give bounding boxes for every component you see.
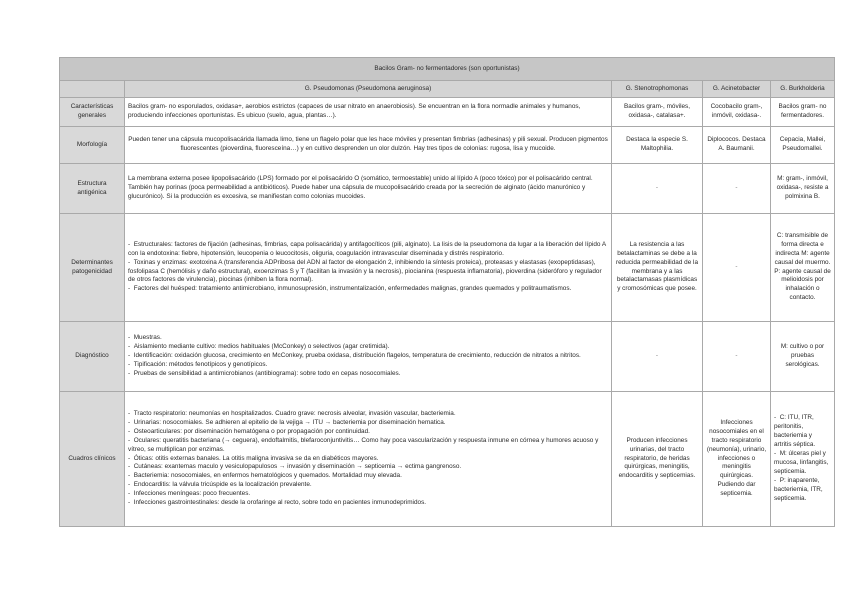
list-item: - Urinarias: nosocomiales. Se adhieren al epitelio de la vejiga → ITU → bacteriemia por diseminación hematica.	[128, 419, 608, 428]
row-label: Características generales	[60, 98, 125, 127]
list-item: - Estructurales: factores de fijación (adhesinas, fimbrias, capa polisacárida) y antifagocíticos (pili, alginato). La lisis de la pseudomona da lugar a la liberación del lípido A con la endotoxina: fiebre, hipotensión, leucopenia o leucocitosis, oliguria, coagulación intravascular diseminada y distrés respiratorio.	[128, 241, 608, 259]
cell-pseudomonas	[125, 214, 612, 322]
cell-pseudomonas: La membrana externa posee lipopolisacárido (LPS) formado por el polisacárido O (somático, termoestable) unido al lípido A (poco tóxico) por el polisacárido central. También hay porinas (poca permeabilidad a antibióticos). Puede haber una cápsula de mucopolisacárido creada por la secreción de alginato (ácido manurónico y glucurónico). Si la producción es excesiva, se manifiestan como colonias mucoides.	[125, 164, 612, 214]
list-item: - Osteoarticulares: por diseminación hematógena o por propagación por continuidad.	[128, 428, 608, 437]
cell-stenotrophomonas: -	[612, 164, 703, 214]
row-label: Estructura antigénica	[60, 164, 125, 214]
list-item: - Endocarditis: la válvula tricúspide es la localización prevalente.	[128, 481, 608, 490]
cell-stenotrophomonas: -	[612, 322, 703, 392]
header-row	[60, 81, 835, 98]
bacilos-table	[59, 57, 835, 527]
row-caracteristicas	[60, 98, 835, 127]
cell-burkholderia: Cepacia, Mallei, Pseudomallei.	[771, 127, 835, 164]
cell-stenotrophomonas: Destaca la especie S. Maltophilia.	[612, 127, 703, 164]
cell-burkholderia: M: cultivo o por pruebas serológicas.	[771, 322, 835, 392]
cell-acinetobacter: Infecciones nosocomiales en el tracto respiratorio (neumonía), urinario, infecciones o meningitis quirúrgicas. Pudiendo dar septicemia.	[703, 392, 771, 527]
col-header-burkholderia: G. Burkholderia	[771, 81, 835, 98]
cell-acinetobacter: Diplococos. Destaca A. Baumanii.	[703, 127, 771, 164]
row-label: Morfología	[60, 127, 125, 164]
row-label: Determinantes patogenicidad	[60, 214, 125, 322]
list-item: - Pruebas de sensibilidad a antimicrobianos (antibiograma): sobre todo en cepas nosocomiales.	[128, 370, 608, 379]
cell-acinetobacter: -	[703, 322, 771, 392]
burkholderia-cuadros-list	[774, 414, 831, 503]
col-header-acinetobacter: G. Acinetobacter	[703, 81, 771, 98]
cell-stenotrophomonas: Bacilos gram-, móviles, oxidasa-, catalasa+.	[612, 98, 703, 127]
cell-acinetobacter: Cocobacilo gram-, inmóvil, oxidasa-.	[703, 98, 771, 127]
row-estructura	[60, 164, 835, 214]
list-item: - P: inaparente, bacteriemia, ITR, septicemia.	[774, 477, 831, 504]
col-header-stenotrophomonas: G. Stenotrophomonas	[612, 81, 703, 98]
cell-stenotrophomonas: Producen infecciones urinarias, del tracto respiratorio, de heridas quirúrgicas, meningitis, endocarditis y septicemias.	[612, 392, 703, 527]
list-item: - Bacteriemia: nosocomiales, en enfermos hematológicos y quemados. Mortalidad muy elevada.	[128, 472, 608, 481]
row-diagnostico	[60, 322, 835, 392]
list-item: - Identificación: oxidación glucosa, crecimiento en McConkey, prueba oxidasa, distribución flagelos, temperatura de crecimiento, reducción de nitratos a nitritos.	[128, 352, 608, 361]
cell-burkholderia: Bacilos gram- no fermentadores.	[771, 98, 835, 127]
list-item: - M: úlceras piel y mucosa, linfangitis, septicemia.	[774, 450, 831, 477]
corner-cell	[60, 81, 125, 98]
cell-pseudomonas	[125, 322, 612, 392]
row-label: Cuadros clínicos	[60, 392, 125, 527]
col-header-pseudomonas: G. Pseudomonas (Pseudomona aeruginosa)	[125, 81, 612, 98]
list-item: - Toxinas y enzimas: exotoxina A (transferencia ADPribosa del ADN al factor de elongación 2, inhibiendo la síntesis proteica), proteasas y elastasas (exopeptidasas), fosfolipasa C (hemólisis y daño estructural), exoenzimas S y T (facilitan la invasión y la necrosis), piocianina (respuesta inflamatoria), pioverdina (sideróforo y regulador de otros factores de virulencia), piocinas (inhiben la flora normal).	[128, 259, 608, 286]
row-label: Diagnóstico	[60, 322, 125, 392]
cell-acinetobacter: -	[703, 214, 771, 322]
cell-stenotrophomonas: La resistencia a las betalactaminas se debe a la reducida permeabilidad de la membrana y a las betalactamasas plasmídicas y cromosómicas que posee.	[612, 214, 703, 322]
row-cuadros	[60, 392, 835, 527]
list-item: - Tipificación: métodos fenotípicos y genotípicos.	[128, 361, 608, 370]
cell-burkholderia: M: gram-, inmóvil, oxidasa-, resiste a polmixina B.	[771, 164, 835, 214]
list-item: - Aislamiento mediante cultivo: medios habituales (McConkey) o selectivos (agar cretimida).	[128, 343, 608, 352]
list-item: - Tracto respiratorio: neumonías en hospitalizados. Cuadro grave: necrosis alveolar, invasión vascular, bacteriemia.	[128, 410, 608, 419]
list-item: - Oculares: queratitis bacteriana (→ ceguera), endoftalmitis, blefaroconjuntivitis… Como hay poca vascularización y respuesta inmune en córnea y humores acuoso y vítreo, se multiplican por enzimas.	[128, 437, 608, 455]
determinantes-list	[128, 241, 608, 294]
list-item: - C: ITU, ITR, peritonitis, bacteriemia y artritis séptica.	[774, 414, 831, 450]
cell-pseudomonas	[125, 392, 612, 527]
title-row	[60, 58, 835, 81]
diagnostico-list	[128, 334, 608, 379]
cuadros-list	[128, 410, 608, 508]
list-item: - Muestras.	[128, 334, 608, 343]
cell-burkholderia	[771, 392, 835, 527]
cell-acinetobacter: -	[703, 164, 771, 214]
cell-pseudomonas: Bacilos gram- no esporulados, oxidasa+, aerobios estrictos (capaces de usar nitrato en anaerobiosis). Se encuentran en la flora normadle animales y humanos, produciendo infecciones oportunistas. Es ubicuo (suelo, agua, plantas…).	[125, 98, 612, 127]
cell-burkholderia: C: transmisible de forma directa e indirecta M: agente causal del muermo. P: agente causal de melioidosis por inhalación o contacto.	[771, 214, 835, 322]
list-item: - Factores del huésped: tratamiento antimicrobiano, inmunosupresión, instrumentalización, enfermedades malignas, grandes quemados y politraumatismos.	[128, 285, 608, 294]
list-item: - Óticas: otitis externas banales. La otitis maligna invasiva se da en diabéticos mayores.	[128, 455, 608, 464]
list-item: - Infecciones gastrointestinales: desde la orofaringe al recto, sobre todo en pacientes inmunodeprimidos.	[128, 499, 608, 508]
table-title: Bacilos Gram- no fermentadores (son oportunistas)	[60, 58, 835, 81]
cell-pseudomonas: Pueden tener una cápsula mucopolisacárida llamada limo, tiene un flagelo polar que les hace móviles y presentan fimbrias (adhesinas) y pili sexual. Producen pigmentos fluorescentes (pioverdina, fluoresceína…) y en cultivo desprenden un olor dulzón. Hay tres tipos de colonias: rugosa, lisa y mucoide.	[125, 127, 612, 164]
list-item: - Infecciones meníngeas: poco frecuentes.	[128, 490, 608, 499]
row-morfologia	[60, 127, 835, 164]
row-determinantes	[60, 214, 835, 322]
list-item: - Cutáneas: exantemas maculo y vesiculopapulosos → invasión y diseminación → septicemia → ectima gangrenoso.	[128, 463, 608, 472]
